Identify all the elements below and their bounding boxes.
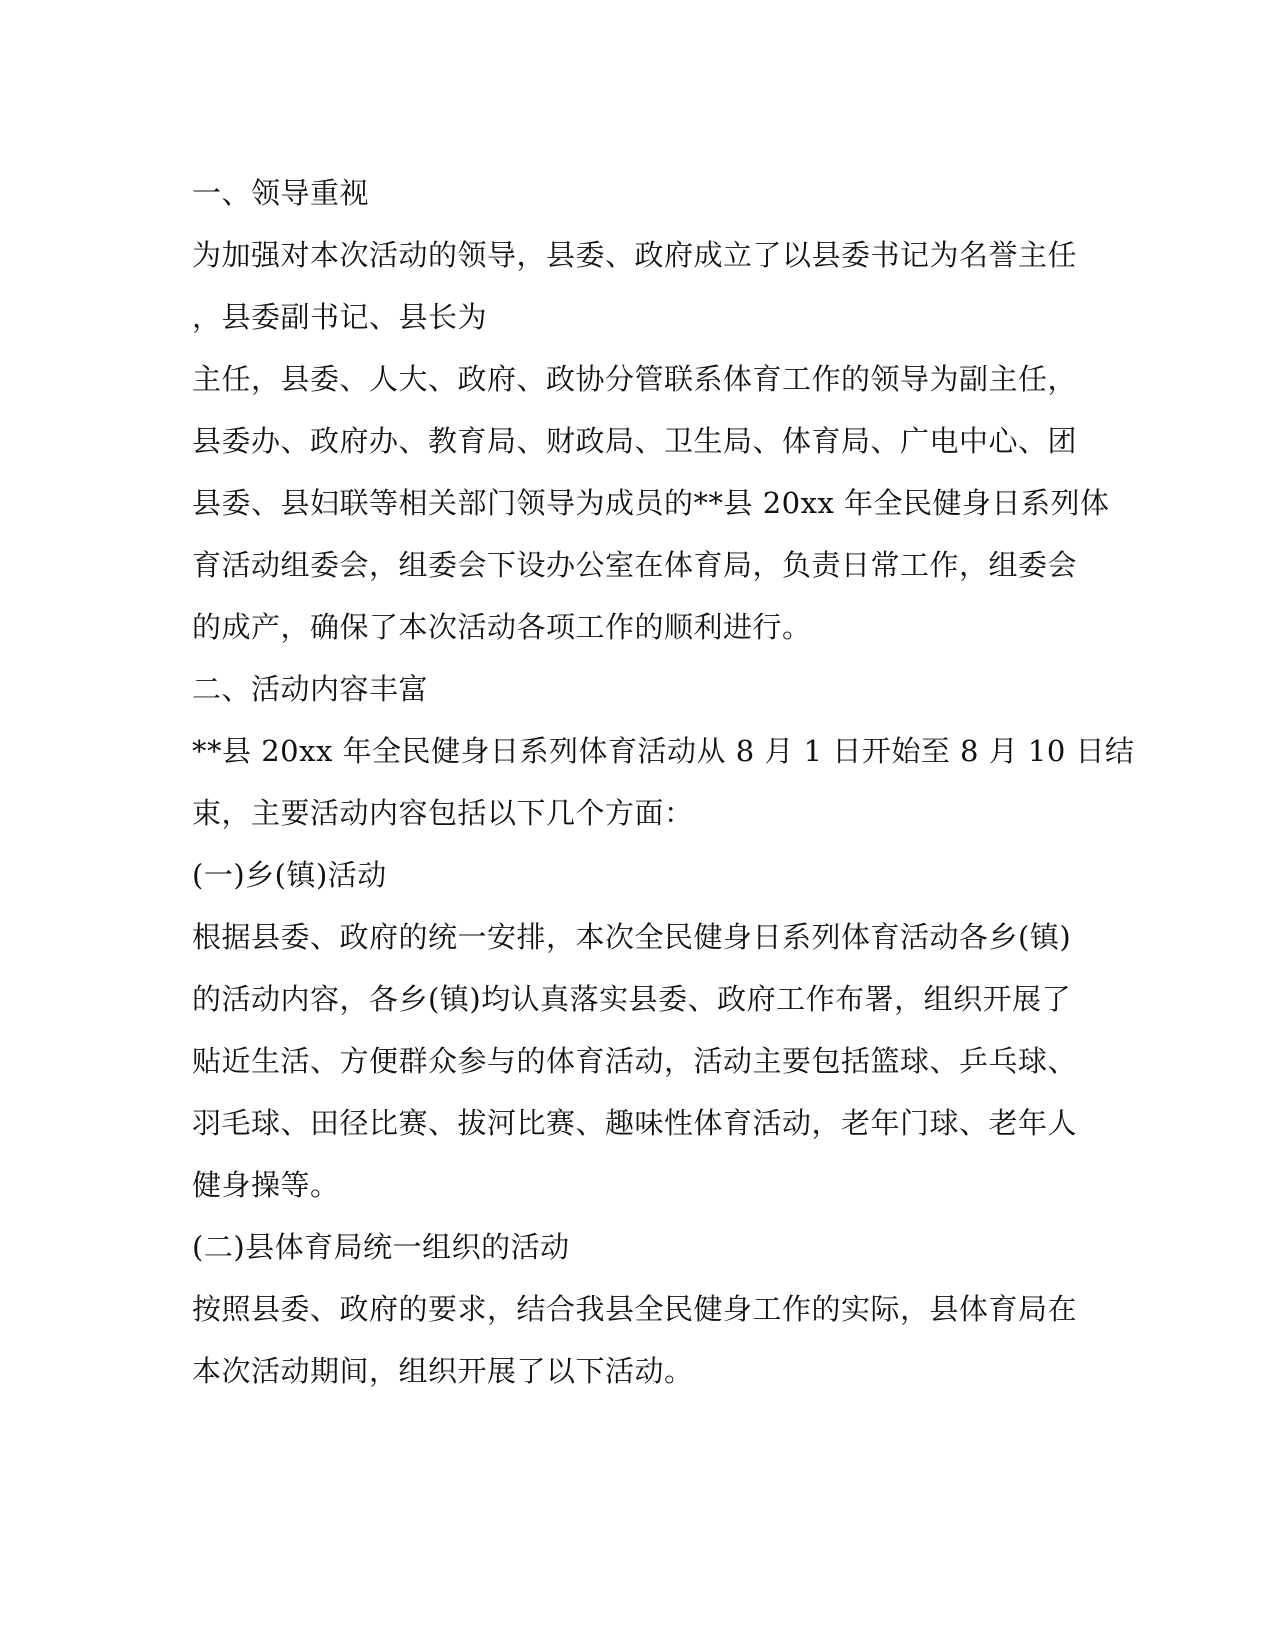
paragraph-line: 县委办、政府办、教育局、财政局、卫生局、体育局、广电中心、团 (192, 424, 1078, 458)
paragraph-line: 健身操等。 (192, 1168, 340, 1202)
subsection-heading-2: (二)县体育局统一组织的活动 (192, 1230, 570, 1264)
paragraph-line: 县委、县妇联等相关部门领导为成员的**县 20xx 年全民健身日系列体 (192, 486, 1110, 520)
paragraph-line: 束，主要活动内容包括以下几个方面： (192, 796, 694, 830)
paragraph-line: 的成产，确保了本次活动各项工作的顺利进行。 (192, 610, 812, 644)
paragraph-line: 贴近生活、方便群众参与的体育活动，活动主要包括篮球、乒乓球、 (192, 1044, 1078, 1078)
paragraph-line: 育活动组委会，组委会下设办公室在体育局，负责日常工作，组委会 (192, 548, 1078, 582)
paragraph-line: 按照县委、政府的要求，结合我县全民健身工作的实际，县体育局在 (192, 1292, 1078, 1326)
section-heading-2: 二、活动内容丰富 (192, 672, 429, 706)
subsection-heading-1: (一)乡(镇)活动 (192, 858, 387, 892)
paragraph-line: 主任，县委、人大、政府、政协分管联系体育工作的领导为副主任， (192, 362, 1078, 396)
paragraph-line: 羽毛球、田径比赛、拔河比赛、趣味性体育活动，老年门球、老年人 (192, 1106, 1078, 1140)
paragraph-line: 的活动内容，各乡(镇)均认真落实县委、政府工作布署，组织开展了 (192, 982, 1072, 1016)
paragraph-line: 根据县委、政府的统一安排，本次全民健身日系列体育活动各乡(镇) (192, 920, 1072, 954)
paragraph-line: **县 20xx 年全民健身日系列体育活动从 8 月 1 日开始至 8 月 10 日结 (192, 734, 1135, 768)
paragraph-line: 本次活动期间，组织开展了以下活动。 (192, 1354, 694, 1388)
section-heading-1: 一、领导重视 (192, 176, 370, 210)
paragraph-line: 为加强对本次活动的领导，县委、政府成立了以县委书记为名誉主任 (192, 238, 1078, 272)
paragraph-line: ，县委副书记、县长为 (192, 300, 488, 334)
